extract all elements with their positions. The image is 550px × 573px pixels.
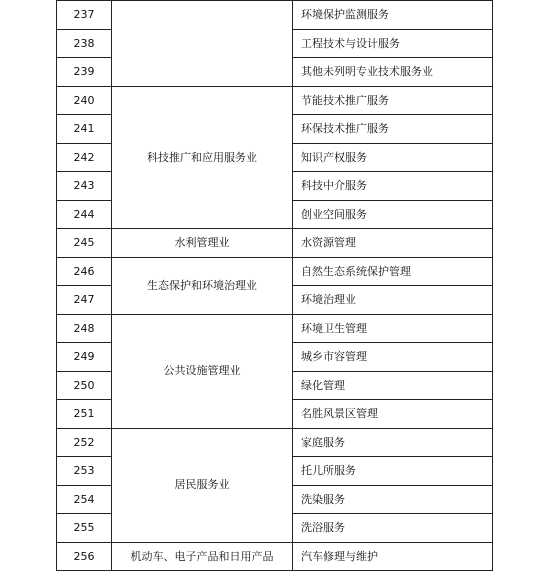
- subcategory-name: 洗浴服务: [293, 514, 493, 543]
- row-number: 246: [57, 257, 112, 286]
- subcategory-name: 名胜风景区管理: [293, 400, 493, 429]
- table-row: [57, 1, 493, 30]
- row-number: 239: [57, 58, 112, 87]
- subcategory-name: 汽车修理与维护: [293, 542, 493, 571]
- category-cell: 水利管理业: [112, 229, 293, 258]
- subcategory-name: 工程技术与设计服务: [293, 29, 493, 58]
- subcategory-name: 创业空间服务: [293, 200, 493, 229]
- industry-table: [56, 0, 493, 571]
- subcategory-name: 家庭服务: [293, 428, 493, 457]
- subcategory-name: 环境治理业: [293, 286, 493, 315]
- row-number: 254: [57, 485, 112, 514]
- table-row: [57, 428, 493, 457]
- subcategory-name: 城乡市容管理: [293, 343, 493, 372]
- row-number: 252: [57, 428, 112, 457]
- table-row: [57, 257, 493, 286]
- subcategory-name: 科技中介服务: [293, 172, 493, 201]
- table-row: [57, 542, 493, 571]
- subcategory-name: 环保技术推广服务: [293, 115, 493, 144]
- category-cell: 公共设施管理业: [112, 314, 293, 428]
- row-number: 255: [57, 514, 112, 543]
- row-number: 249: [57, 343, 112, 372]
- row-number: 256: [57, 542, 112, 571]
- row-number: 238: [57, 29, 112, 58]
- row-number: 240: [57, 86, 112, 115]
- category-cell: 科技推广和应用服务业: [112, 86, 293, 229]
- table-row: [57, 86, 493, 115]
- row-number: 237: [57, 1, 112, 30]
- subcategory-name: 其他未列明专业技术服务业: [293, 58, 493, 87]
- row-number: 244: [57, 200, 112, 229]
- row-number: 245: [57, 229, 112, 258]
- category-cell: [112, 1, 293, 87]
- subcategory-name: 水资源管理: [293, 229, 493, 258]
- row-number: 248: [57, 314, 112, 343]
- subcategory-name: 节能技术推广服务: [293, 86, 493, 115]
- row-number: 253: [57, 457, 112, 486]
- subcategory-name: 洗染服务: [293, 485, 493, 514]
- subcategory-name: 托儿所服务: [293, 457, 493, 486]
- subcategory-name: 知识产权服务: [293, 143, 493, 172]
- row-number: 247: [57, 286, 112, 315]
- category-cell: 机动车、电子产品和日用产品: [112, 542, 293, 571]
- subcategory-name: 环境保护监测服务: [293, 1, 493, 30]
- category-cell: 居民服务业: [112, 428, 293, 542]
- row-number: 250: [57, 371, 112, 400]
- subcategory-name: 绿化管理: [293, 371, 493, 400]
- row-number: 242: [57, 143, 112, 172]
- row-number: 243: [57, 172, 112, 201]
- row-number: 251: [57, 400, 112, 429]
- table-row: [57, 229, 493, 258]
- category-cell: 生态保护和环境治理业: [112, 257, 293, 314]
- row-number: 241: [57, 115, 112, 144]
- subcategory-name: 自然生态系统保护管理: [293, 257, 493, 286]
- subcategory-name: 环境卫生管理: [293, 314, 493, 343]
- table-row: [57, 314, 493, 343]
